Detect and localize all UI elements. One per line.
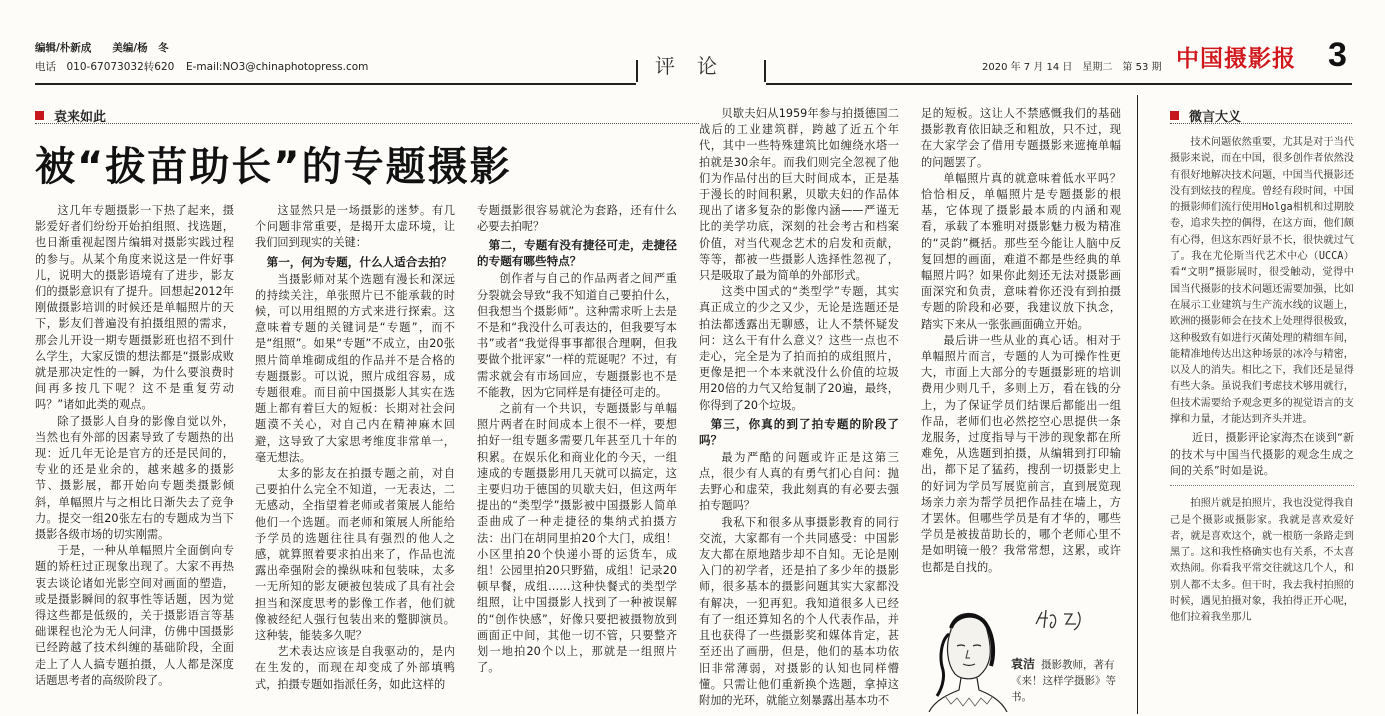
author-name: 袁洁: [1011, 657, 1036, 671]
kicker-rule: [35, 123, 699, 124]
paragraph: 我私下和很多从事摄影教育的同行交流，大家都有一个共同感受：中国影友大都在原地踏步却不自知。无论是刚入门的初学者，还是拍了多少年的摄影师，很多基本的摄影问题其实大家都没有解决，一犯再犯。我知道很多人已经有了一组还算知名的个人代表作品，并且也获得了一些摄影奖和媒体肯定，甚至还出了画册，但是，他们的基本功依旧非常薄弱，对摄影的认知也同样懵懂。只需让他们重新换个选题，拿掉这附加的光环，就能立刻暴露出基本功不: [699, 515, 899, 707]
paragraph: 于是，一种从单幅照片全面倒向专题的矫枉过正现象出现了。大家不再热衷去谈论诸如光影空间对画面的塑造，或是摄影瞬间的叙事性等话题，因为觉得这些都是低级的，关于摄影语言等基础课程也沦为无人问津，仿佛中国摄影已经跨越了技术纠缠的基础阶段，全面走上了人人搞专题拍摄，人人都是深度话题思考者的高级阶段了。: [35, 544, 234, 687]
paragraph: 这显然只是一场摄影的迷梦。有几个问题非常重要，是揭开太虚环境，让我们回到现实的关键：: [255, 204, 455, 250]
paragraph: 除了摄影人自身的影像自觉以外，当然也有外部的因素导致了专题热的出现：近几年无论是官方的还是民间的，专业的还是业余的，越来越多的摄影节、摄影展，都开始向专题类摄影倾斜，单幅照片与之相比日渐失去了竞争力。提交一组20张左右的专题成为当下摄影各级市场的切实刚需。: [35, 414, 234, 542]
date-line: 2020 年 7 月 14 日 星期二 第 53 期: [982, 62, 1162, 73]
sidebar-column: [1170, 135, 1354, 714]
sidebar-quote: 拍照片就是拍照片，我也没觉得我自己是个摄影或摄影家。我就是喜欢爱好者，就是喜欢这个，就一根筋一条路走到黑了。这和我性格确实也有关系，不太喜欢热闹。你看我平常交往就这几个人，和别人都不太多。但干时，我去我村拍照的时候，遇见拍摄对象，我拍得正开心呢，他们拉着我坐那儿: [1170, 498, 1354, 624]
article-column-4: [699, 106, 899, 708]
masthead-rule-left: [35, 83, 636, 85]
paragraph: 当摄影师对某个选题有漫长和深远的持续关注，单张照片已不能承载的时候，可以用组照的方式来进行探索。这意味着专题的关键词是“专题”，而不是“组照”。如果“专题”不成立，由20张照片简单堆砌成组的作品并不是合格的专题摄影。可以说，照片成组容易，成专题很难。而目前中国摄影人其实在选题上都有着巨大的短板：长期对社会问题漠不关心，对自己内在精神麻木回避，这导致了大家思考维度非常单一，毫无想法。: [255, 272, 455, 464]
paragraph: 贝歇夫妇从1959年参与拍摄德国二战后的工业建筑群，跨越了近五个年代，其中一些特殊建筑比如缠绕水塔一拍就是30余年。而我们则完全忽视了他们为作品付出的巨大时间成本，正是基于漫长的时间积累，贝歇夫妇的作品体现出了诸多复杂的影像内涵——严谨无比的美学功底，深刻的社会考古和档案价值，对当代观念艺术的启发和贡献，等等，都被一些摄影人选择性忽视了，只是吸取了最为简单的外部形式。: [699, 107, 899, 283]
section-bracket-left: [636, 60, 638, 82]
article-column-5: [921, 106, 1121, 588]
paragraph: 艺术表达应该是自我驱动的，是内在生发的，而现在却变成了外部填鸭式，拍摄专题如指派任务，如此这样的: [255, 645, 455, 691]
author-byline: [1011, 656, 1123, 705]
paragraph: 最后讲一些从业的真心话。相对于单幅照片而言，专题的人为可操作性更大，市面上大部分的专题摄影班的培训费用少则几千，多则上万，看在钱的分上，为了保证学员们结课后都能出一组作品，老师们也必然挖空心思提供一条龙服务，过度指导与干涉的现象都在所难免，从选题到拍摄，从编辑到打印输出，都下足了猛药，搜刮一切摄影史上的好词为学员写展览前言，直到展览现场亲力亲为帮学员把作品挂在墙上，方才罢休。但哪些学员是有才华的，哪些学员是被拔苗助长的，哪个老师心里不是如明镜一般？我常常想，这累，或许也都是自找的。: [921, 333, 1121, 574]
red-square-icon: [35, 111, 44, 120]
paragraph: 最为严酷的问题或许正是这第三点，很少有人真的有勇气扪心自问：抛去野心和虚荣，我此刻真的有必要去强拍专题吗？: [699, 450, 899, 513]
article-column-2: [255, 203, 455, 708]
paragraph: 太多的影友在拍摄专题之前，对自己要拍什么完全不知道，一无表达，二无感动，全指望着老师或者策展人能给他们一个选题。而老师和策展人所能给予学员的选题往往具有强烈的他人之感，就算照着要求拍出来了，作品也流露出牵强附会的操纵味和包装味，太多一无所知的影友硬被包装成了具有社会担当和深度思考的影像工作者，他们就像被经纪人强行包装出来的蹩脚演员。这种装，能装多久呢？: [255, 467, 455, 643]
subheading-q2: 第二，专题有没有捷径可走，走捷径的专题有哪些特点？: [477, 238, 677, 269]
paper-name: 中国摄影报: [1176, 46, 1296, 72]
headline: 被“拔苗助长”的专题摄影: [35, 144, 512, 190]
author-signature: [1028, 604, 1108, 634]
sidebar-attribution: 近日，摄影评论家海杰在谈到“新的技术与中国当代摄影的观念生成之间的关系”时如是说。: [1170, 431, 1354, 477]
article-column-3: [477, 203, 677, 708]
kicker-text: 袁来如此: [54, 110, 107, 125]
red-square-icon: [1170, 111, 1179, 120]
author-bio: 摄影教师，著有《来！这样学摄影》等书。: [1011, 659, 1116, 703]
section-name: 评论: [655, 54, 739, 78]
paragraph: 足的短板。这让人不禁感慨我们的基础摄影教育依旧缺乏和粗放，只不过，现在大家学会了借用专题摄影来遮掩单幅的问题罢了。: [921, 107, 1121, 169]
paragraph: 这类中国式的“类型学”专题，其实真正成立的少之又少，无论是选题还是拍法都透露出无聊感，让人不禁怀疑发问：这么干有什么意义？这些一点也不走心，完全是为了拍而拍的成组照片，更像是把一个本来就没什么价值的垃圾用20倍的力气又给复制了20遍，最终，你得到了20个垃圾。: [699, 285, 899, 412]
editor-line: 编辑/朴新成 美编/杨 冬: [35, 42, 169, 54]
author-portrait-sketch: [921, 600, 1013, 712]
section-bracket-right: [764, 60, 766, 82]
paragraph: 单幅照片真的就意味着低水平吗？恰恰相反，单幅照片是专题摄影的根基，它体现了摄影最本质的内涵和观看，承载了本雅明对摄影魅力极为精准的“灵韵”概括。那些至今能让人脑中反复回想的画面，难道不都是些经典的单幅照片吗？如果你此刻还无法对摄影画面深究和负责，意味着你还没有到拍摄专题的阶段和必要，我建议放下执念，踏实下来从一张张画面确立开始。: [921, 171, 1121, 331]
article-column-1: [35, 203, 234, 708]
sidebar-divider: [1137, 95, 1138, 714]
phone-line: 电话 010-67073032转620: [35, 61, 175, 73]
sidebar-separator: [1170, 485, 1354, 486]
author-portrait: [921, 600, 1013, 712]
paragraph: 专题摄影很容易就沦为套路，还有什么必要去拍呢？: [477, 204, 677, 234]
paragraph: 创作者与自己的作品两者之间严重分裂就会导致“我不知道自己要拍什么，但我想当个摄影师”。这种需求听上去是不是和“我没什么可表达的，但我要写本书”或者“我觉得事事都很合理啊，但我要做个批评家”一样的荒诞呢？不过，有需求就会有市场回应，专题摄影也不是不能教，因为它同样是有捷径可走的。: [477, 272, 677, 399]
subheading-q1: 第一，何为专题，什么人适合去拍？: [266, 254, 453, 269]
sidebar-quote: 技术问题依然重要，尤其是对于当代摄影来说，而在中国，很多创作者依然没有很好地解决技术问题，中国当代摄影还没有到炫技的程度。曾经有段时间，中国的摄影师们流行使用Holga相机和过期胶卷，追求失控的偶得，在这方面，他们颇有心得，但这东西好景不长，很快就过气了。我在尤伦斯当代艺术中心（UCCA）看“文明”摄影展时，很受触动，觉得中国当代摄影的技术问题还需要加强，比如在展示工业建筑与生产流水线的议题上，欧洲的摄影师会在技术上处理得很极致，这种极致有如进行灭菌处理的精细车间，能精准地传达出这种场景的冰冷与精密，以及人的消失。相比之下，我们还是显得有些大条。虽说我们考虑技术够用就行，但技术需要给予观念更多的视觉语言的支撑和力量，才能达到齐头并进。: [1170, 137, 1354, 426]
page-number: 3: [1328, 36, 1347, 74]
sidebar-kicker-text: 微言大义: [1189, 110, 1242, 125]
masthead-rule-right: [766, 83, 1352, 85]
signature-sketch: [1028, 604, 1108, 634]
sidebar-kicker-rule: [1170, 123, 1352, 124]
paragraph: 这几年专题摄影一下热了起来，摄影爱好者们纷纷开始拍组照、找选题，也日渐重视起图片编辑对摄影实践过程的参与。从某个角度来说这是一件好事儿，说明大的摄影语境有了进步，影友们的摄影意识有了提升。回想起2012年刚做摄影培训的时候还是单幅照片的天下，影友们普遍没有拍摄组照的需求，那会儿开设一期专题摄影班也招不到什么学生，大家反馈的想法都是“摄影成败就是那决定性的一瞬，为什么要浪费时间再多按几下呢？这不是重复劳动吗？”诸如此类的观点。: [35, 204, 234, 412]
subheading-q3: 第三，你真的到了拍专题的阶段了吗？: [699, 416, 899, 447]
paragraph: 之前有一个共识，专题摄影与单幅照片两者在时间成本上很不一样，要想拍好一组专题多需要几年甚至几十年的积累。在娱乐化和商业化的今天，一组速成的专题摄影用几天就可以搞定，这主要归功于德国的贝歇夫妇，但这两年提出的“类型学”摄影被中国摄影人简单歪曲成了一种走捷径的集纳式拍摄方法：出门在胡同里拍20个大门，成组！小区里拍20个快递小哥的运货车，成组！公园里拍20只野猫，成组！记录20顿早餐，成组……这种快餐式的类型学组照，让中国摄影人找到了一种被误解的“创作快感”，好像只要把被摄物放到画面正中间，其他一切不管，只要整齐划一地拍20个以上，那就是一组照片了。: [477, 402, 677, 675]
email-line: E-mail:NO3@chinaphotopress.com: [186, 61, 369, 73]
